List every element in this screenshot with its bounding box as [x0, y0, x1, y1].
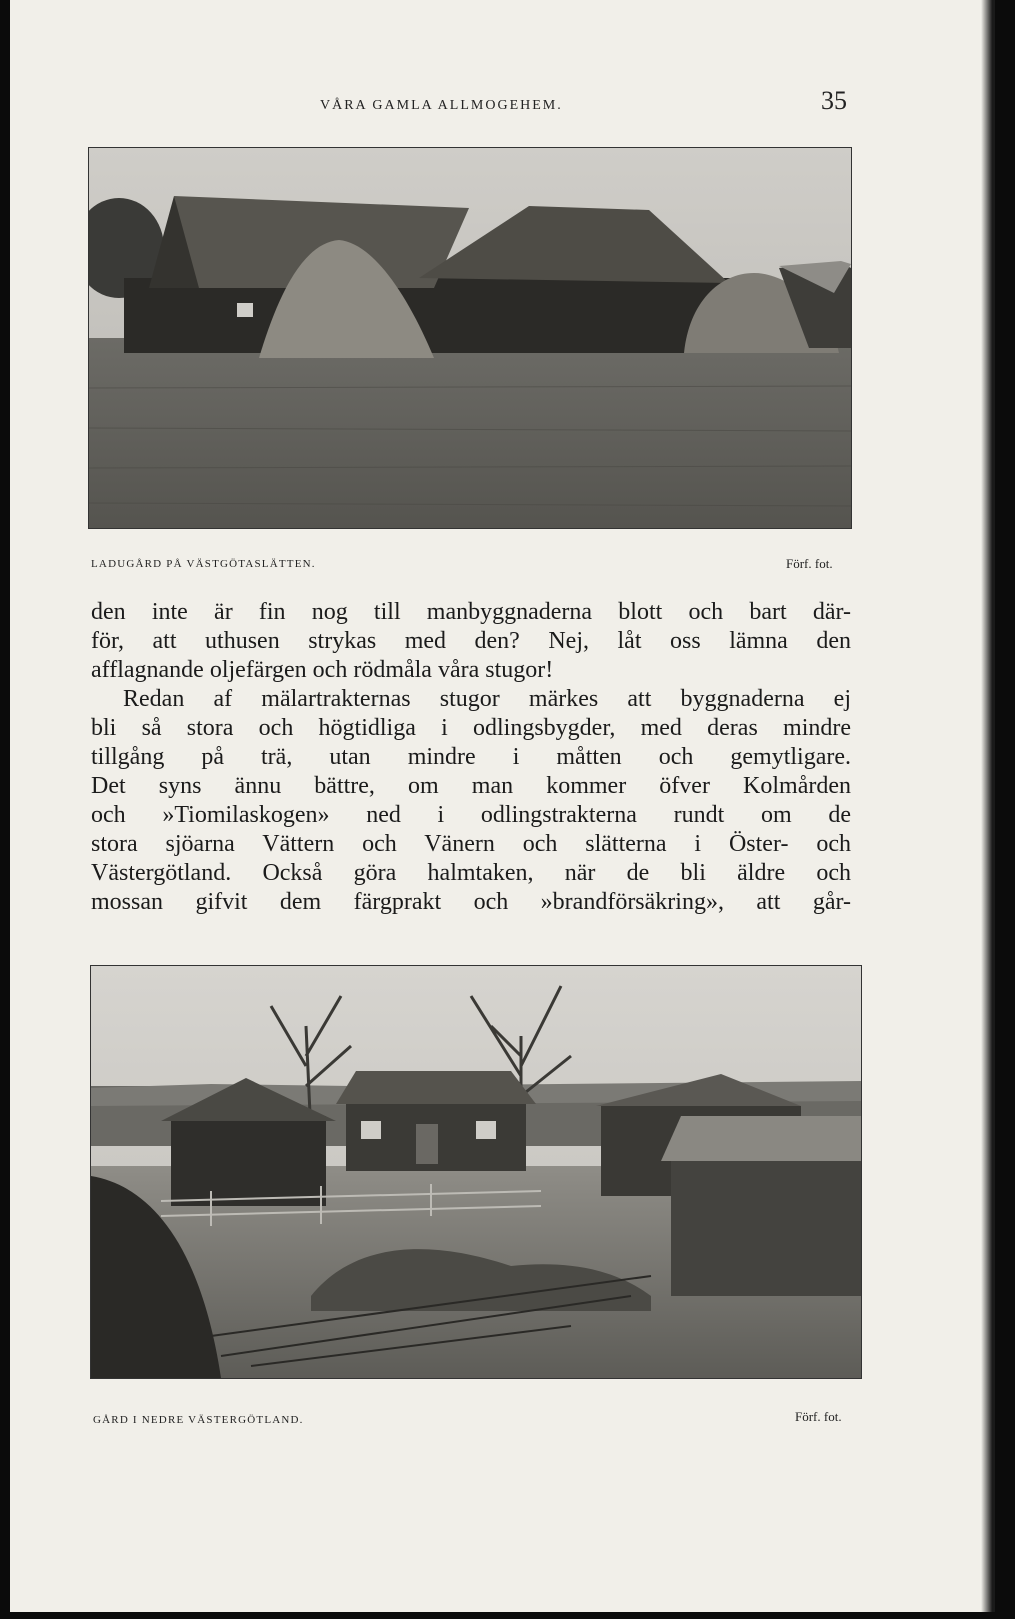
text-line: mossan gifvit dem färgprakt och »brandförsäkring», att går- — [91, 889, 851, 915]
body-text — [91, 598, 851, 917]
text-line: Västergötland. Också göra halmtaken, när de bli äldre och — [91, 860, 851, 886]
text-line: för, att uthusen strykas med den? Nej, låt oss lämna den — [91, 628, 851, 654]
text-line: och »Tiomilaskogen» ned i odlingstrakterna rundt om de — [91, 802, 851, 828]
text-line: tillgång på trä, utan mindre i måtten och gemytligare. — [91, 744, 851, 770]
text-line: afflagnande oljefärgen och rödmåla våra stugor! — [91, 657, 554, 683]
text-line: stora sjöarna Vättern och Vänern och slätterna i Öster- och — [91, 831, 851, 857]
photo-farmstead — [90, 965, 862, 1379]
text-line: bli så stora och högtidliga i odlingsbygder, med deras mindre — [91, 715, 851, 741]
text-line: den inte är fin nog till manbyggnaderna blott och bart där- — [91, 599, 851, 625]
figure1-caption: LADUGÅRD PÅ VÄSTGÖTASLÄTTEN. — [91, 558, 316, 570]
text-line: Redan af mälartrakternas stugor märkes att byggnaderna ej — [123, 686, 851, 712]
figure1-credit: Förf. fot. — [786, 556, 833, 571]
figure2-credit: Förf. fot. — [795, 1409, 842, 1424]
running-head: VÅRA GAMLA ALLMOGEHEM. — [320, 98, 563, 113]
page-edge-shadow — [981, 0, 995, 1612]
photo-barn — [88, 147, 852, 529]
book-page — [10, 0, 995, 1612]
figure2-caption: GÅRD I NEDRE VÄSTERGÖTLAND. — [93, 1414, 304, 1426]
text-line: Det syns ännu bättre, om man kommer öfver Kolmården — [91, 773, 851, 799]
page-number: 35 — [821, 86, 847, 115]
